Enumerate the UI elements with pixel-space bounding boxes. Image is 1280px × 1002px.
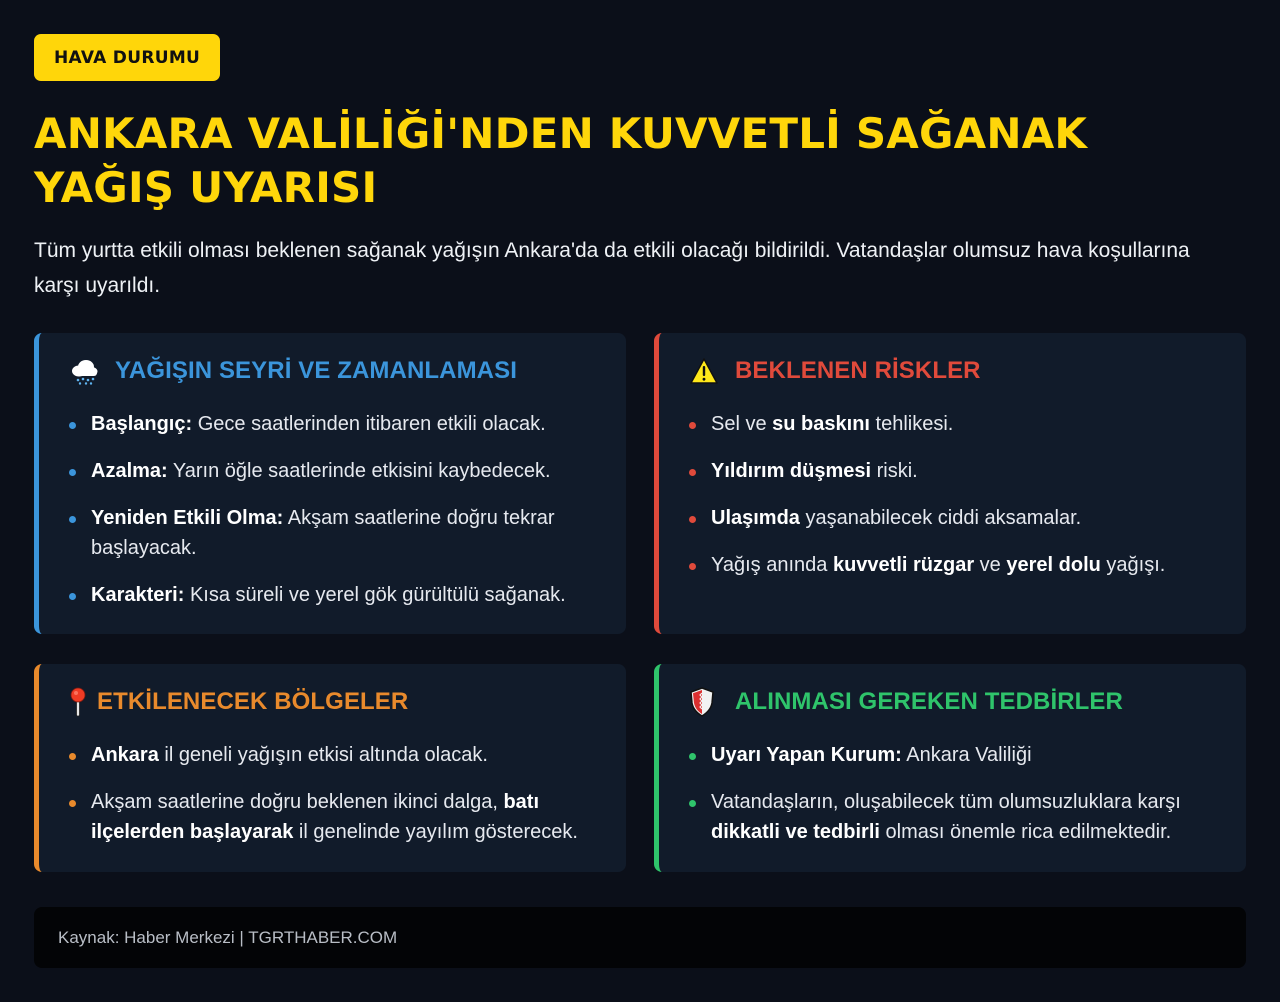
lead-paragraph: Tüm yurtta etkili olması beklenen sağanak yağışın Ankara'da da etkili olacağı bildirildi. Vatandaşlar olumsuz hava koşullarına karşı uyarıldı. bbox=[34, 239, 1190, 297]
card-title: YAĞIŞIN SEYRİ VE ZAMANLAMASI bbox=[115, 357, 517, 384]
list-item: Yeniden Etkili Olma: Akşam saatlerine doğru tekrar başlayacak. bbox=[69, 503, 602, 563]
card-header bbox=[69, 686, 602, 718]
list-item: Yağış anında kuvvetli rüzgar ve yerel dolu yağışı. bbox=[689, 550, 1222, 580]
measures-list bbox=[689, 740, 1222, 847]
list-item: Ulaşımda yaşanabilecek ciddi aksamalar. bbox=[689, 503, 1222, 533]
card-header bbox=[689, 686, 1222, 718]
timing-list bbox=[69, 409, 602, 610]
list-item: Uyarı Yapan Kurum: Ankara Valiliği bbox=[689, 740, 1222, 770]
list-item: Ankara il geneli yağışın etkisi altında olacak. bbox=[69, 740, 602, 770]
source-footer bbox=[34, 907, 1246, 968]
shield-icon bbox=[689, 686, 729, 718]
map-pin-icon bbox=[69, 686, 97, 718]
headline: ANKARA VALİLİĞİ'NDEN KUVVETLİ SAĞANAK YAĞIŞ UYARISI bbox=[34, 109, 1088, 212]
risks-list bbox=[689, 409, 1222, 580]
card-timing bbox=[34, 333, 626, 634]
source-credit: Kaynak: Haber Merkezi | TGRTHABER.COM bbox=[58, 927, 398, 947]
category-badge: HAVA DURUMU bbox=[34, 34, 220, 81]
card-title: ALINMASI GEREKEN TEDBİRLER bbox=[735, 688, 1123, 715]
card-regions bbox=[34, 664, 626, 872]
list-item: Karakteri: Kısa süreli ve yerel gök gürültülü sağanak. bbox=[69, 580, 602, 610]
card-header bbox=[689, 355, 1222, 387]
info-cards-grid bbox=[34, 333, 1246, 872]
list-item: Akşam saatlerine doğru beklenen ikinci dalga, batı ilçelerden başlayarak il genelinde yayılım gösterecek. bbox=[69, 787, 602, 847]
regions-list bbox=[69, 740, 602, 847]
list-item: Yıldırım düşmesi riski. bbox=[689, 456, 1222, 486]
card-risks bbox=[654, 333, 1246, 634]
rain-cloud-icon bbox=[69, 355, 109, 387]
card-title: BEKLENEN RİSKLER bbox=[735, 357, 981, 384]
list-item: Sel ve su baskını tehlikesi. bbox=[689, 409, 1222, 439]
card-header bbox=[69, 355, 602, 387]
list-item: Azalma: Yarın öğle saatlerinde etkisini kaybedecek. bbox=[69, 456, 602, 486]
list-item: Vatandaşların, oluşabilecek tüm olumsuzluklara karşı dikkatli ve tedbirli olması önemle rica edilmektedir. bbox=[689, 787, 1222, 847]
list-item: Başlangıç: Gece saatlerinden itibaren etkili olacak. bbox=[69, 409, 602, 439]
card-measures bbox=[654, 664, 1246, 872]
card-title: ETKİLENECEK BÖLGELER bbox=[97, 688, 409, 715]
warning-icon bbox=[689, 355, 729, 387]
